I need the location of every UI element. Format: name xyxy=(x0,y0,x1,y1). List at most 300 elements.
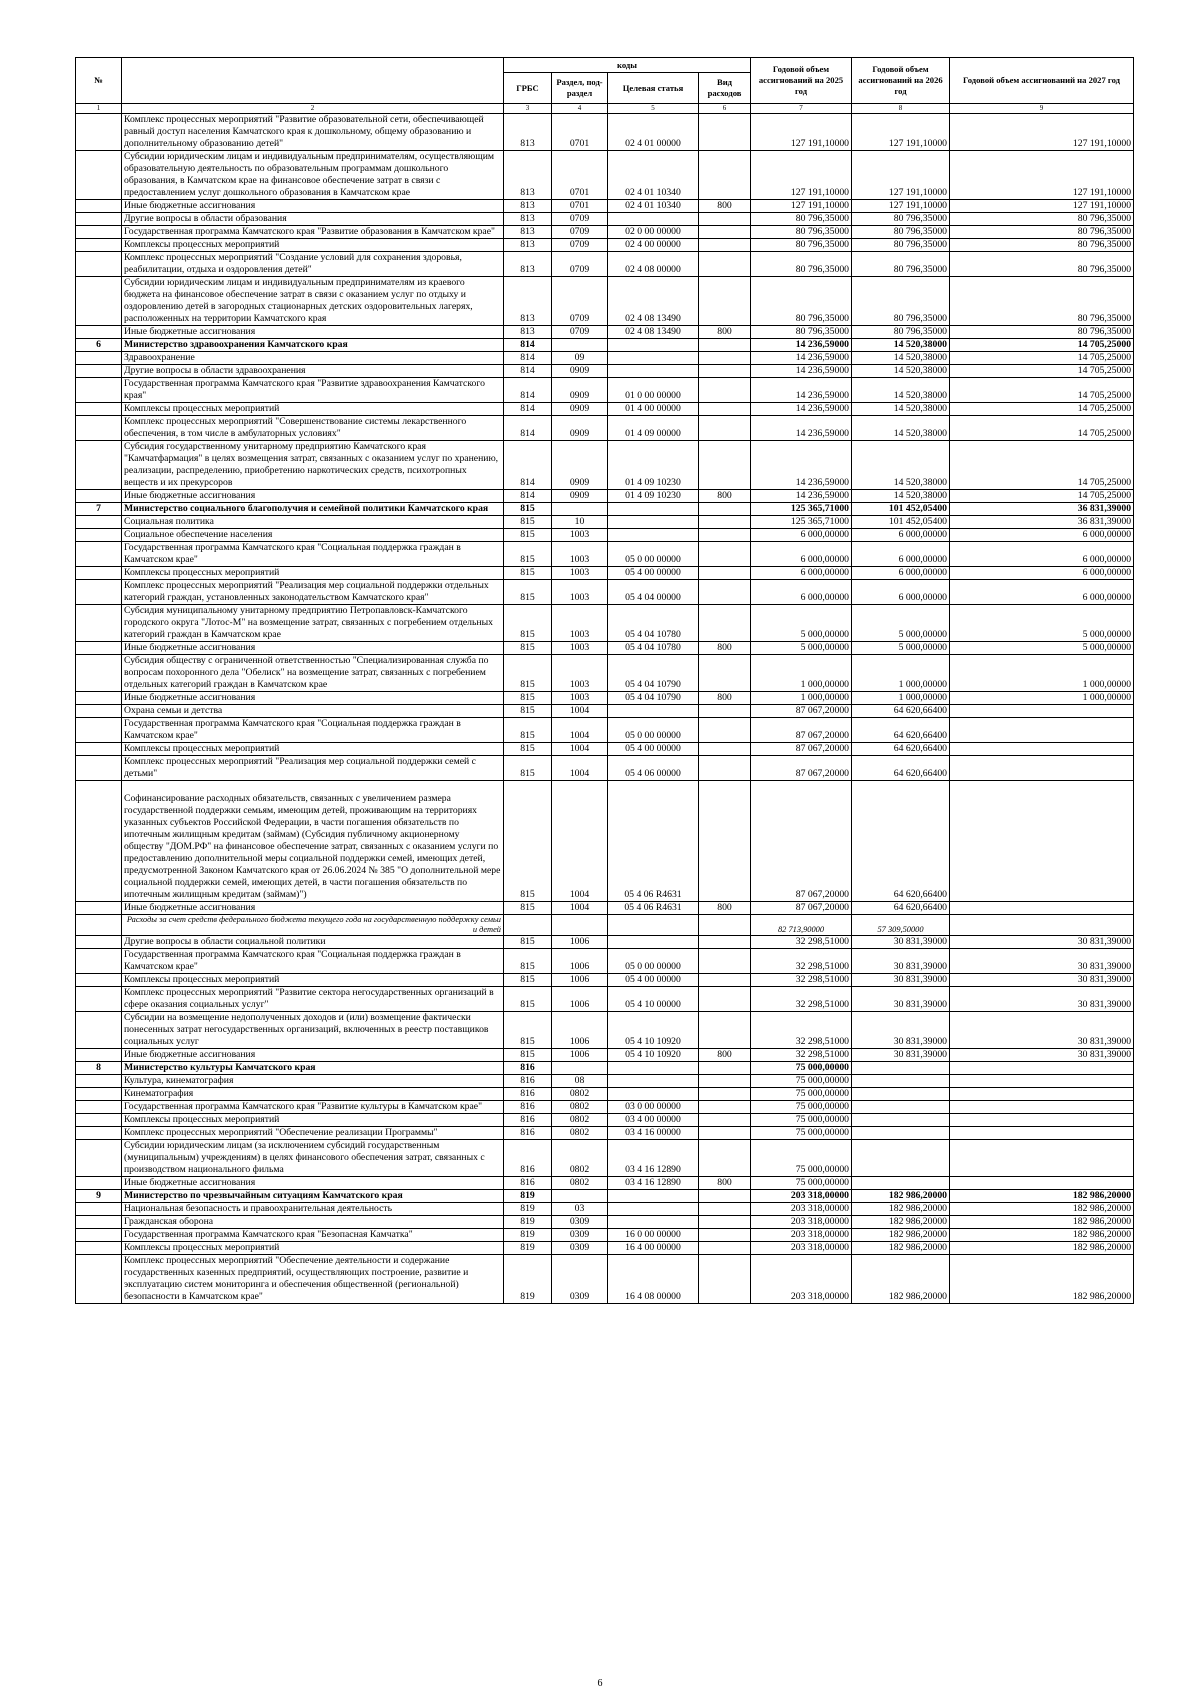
y2027-cell: 80 796,35000 xyxy=(950,239,1134,252)
grbs-cell: 813 xyxy=(504,114,552,151)
table-row xyxy=(76,1216,1134,1229)
y2027-cell: 182 986,20000 xyxy=(950,1216,1134,1229)
y2025-cell: 75 000,00000 xyxy=(751,1127,852,1140)
vid-cell xyxy=(699,252,751,277)
row-number-cell xyxy=(76,1203,122,1216)
grbs-cell: 813 xyxy=(504,151,552,200)
grbs-cell: 815 xyxy=(504,743,552,756)
table-body xyxy=(76,104,1134,1304)
y2025-cell: 32 298,51000 xyxy=(751,987,852,1012)
target-cell xyxy=(608,516,699,529)
table-row xyxy=(76,718,1134,743)
y2026-cell: 5 000,00000 xyxy=(852,605,950,642)
target-cell: 05 4 10 10920 xyxy=(608,1012,699,1049)
y2027-cell xyxy=(950,915,1134,936)
y2025-cell: 75 000,00000 xyxy=(751,1114,852,1127)
description-cell: Министерство социального благополучия и семейной политики Камчатского края xyxy=(122,503,504,516)
table-row xyxy=(76,949,1134,974)
table-row xyxy=(76,529,1134,542)
row-number-cell xyxy=(76,1255,122,1304)
y2025-cell: 14 236,59000 xyxy=(751,416,852,441)
section-cell: 0709 xyxy=(552,213,608,226)
row-number-cell xyxy=(76,781,122,902)
target-cell: 05 4 00 00000 xyxy=(608,974,699,987)
y2027-cell: 6 000,00000 xyxy=(950,529,1134,542)
y2027-cell: 5 000,00000 xyxy=(950,605,1134,642)
column-number: 5 xyxy=(608,104,699,114)
section-cell: 0909 xyxy=(552,490,608,503)
target-cell xyxy=(608,705,699,718)
grbs-cell: 815 xyxy=(504,756,552,781)
grbs-cell: 815 xyxy=(504,567,552,580)
table-row xyxy=(76,516,1134,529)
description-cell: Субсидии на возмещение недополученных доходов и (или) возмещение фактически понесенных затрат негосударственных организаций, включенных в реестр поставщиков социальных услуг xyxy=(122,1012,504,1049)
section-cell: 0802 xyxy=(552,1127,608,1140)
y2026-cell: 182 986,20000 xyxy=(852,1242,950,1255)
grbs-cell: 819 xyxy=(504,1216,552,1229)
header-num: № xyxy=(76,58,122,104)
target-cell: 05 4 04 00000 xyxy=(608,580,699,605)
y2026-cell: 14 520,38000 xyxy=(852,441,950,490)
section-cell xyxy=(552,1190,608,1203)
y2027-cell: 127 191,10000 xyxy=(950,200,1134,213)
y2026-cell: 14 520,38000 xyxy=(852,365,950,378)
target-cell: 01 0 00 00000 xyxy=(608,378,699,403)
row-number-cell xyxy=(76,1012,122,1049)
y2025-cell: 14 236,59000 xyxy=(751,378,852,403)
y2027-cell: 182 986,20000 xyxy=(950,1190,1134,1203)
vid-cell: 800 xyxy=(699,490,751,503)
description-cell: Охрана семьи и детства xyxy=(122,705,504,718)
vid-cell xyxy=(699,542,751,567)
y2026-cell: 182 986,20000 xyxy=(852,1190,950,1203)
description-cell: Министерство по чрезвычайным ситуациям Камчатского края xyxy=(122,1190,504,1203)
y2025-cell: 6 000,00000 xyxy=(751,567,852,580)
section-cell: 1003 xyxy=(552,642,608,655)
table-row xyxy=(76,503,1134,516)
section-cell: 1006 xyxy=(552,1049,608,1062)
row-number-cell xyxy=(76,416,122,441)
description-cell: Национальная безопасность и правоохранительная деятельность xyxy=(122,1203,504,1216)
budget-sheet xyxy=(75,57,1133,1304)
grbs-cell: 815 xyxy=(504,949,552,974)
table-row xyxy=(76,490,1134,503)
y2027-cell: 127 191,10000 xyxy=(950,151,1134,200)
table-row xyxy=(76,416,1134,441)
y2027-cell: 14 705,25000 xyxy=(950,441,1134,490)
column-number: 3 xyxy=(504,104,552,114)
grbs-cell: 814 xyxy=(504,416,552,441)
section-cell: 0909 xyxy=(552,365,608,378)
column-number: 9 xyxy=(950,104,1134,114)
y2025-cell: 1 000,00000 xyxy=(751,655,852,692)
vid-cell xyxy=(699,365,751,378)
y2027-cell: 30 831,39000 xyxy=(950,949,1134,974)
y2026-cell: 57 309,50000 xyxy=(852,915,950,936)
y2027-cell: 14 705,25000 xyxy=(950,378,1134,403)
section-cell xyxy=(552,1062,608,1075)
description-cell: Иные бюджетные ассигнования xyxy=(122,1177,504,1190)
description-cell: Комплекс процессных мероприятий "Реализация мер социальной поддержки отдельных категорий граждан, установленных законодательством Камчатского края" xyxy=(122,580,504,605)
vid-cell xyxy=(699,567,751,580)
table-row xyxy=(76,1012,1134,1049)
row-number-cell xyxy=(76,987,122,1012)
y2025-cell: 14 236,59000 xyxy=(751,339,852,352)
target-cell: 16 0 00 00000 xyxy=(608,1229,699,1242)
y2026-cell: 64 620,66400 xyxy=(852,743,950,756)
y2026-cell: 6 000,00000 xyxy=(852,567,950,580)
description-cell: Комплексы процессных мероприятий xyxy=(122,239,504,252)
row-number-cell xyxy=(76,915,122,936)
y2025-cell: 14 236,59000 xyxy=(751,490,852,503)
grbs-cell: 815 xyxy=(504,705,552,718)
y2025-cell: 75 000,00000 xyxy=(751,1075,852,1088)
grbs-cell: 813 xyxy=(504,213,552,226)
row-number-cell xyxy=(76,542,122,567)
row-number-cell xyxy=(76,1229,122,1242)
description-cell: Государственная программа Камчатского края "Социальная поддержка граждан в Камчатском крае" xyxy=(122,542,504,567)
y2025-cell: 5 000,00000 xyxy=(751,642,852,655)
grbs-cell: 815 xyxy=(504,1049,552,1062)
column-number: 4 xyxy=(552,104,608,114)
grbs-cell: 814 xyxy=(504,403,552,416)
vid-cell xyxy=(699,655,751,692)
target-cell xyxy=(608,1203,699,1216)
y2025-cell: 80 796,35000 xyxy=(751,226,852,239)
description-cell: Субсидии юридическим лицам и индивидуальным предпринимателям из краевого бюджета на финансовое обеспечение затрат в связи с оказанием услуг по отдыху и оздоровлению детей в загородных стационарных детских оздоровительных лагерях, расположенных на территории Камчатского края xyxy=(122,277,504,326)
y2026-cell: 64 620,66400 xyxy=(852,902,950,915)
row-number-cell xyxy=(76,655,122,692)
vid-cell xyxy=(699,1242,751,1255)
note-row xyxy=(76,915,1134,936)
y2025-cell: 75 000,00000 xyxy=(751,1140,852,1177)
vid-cell xyxy=(699,339,751,352)
y2027-cell: 30 831,39000 xyxy=(950,1049,1134,1062)
y2026-cell: 30 831,39000 xyxy=(852,987,950,1012)
vid-cell xyxy=(699,1203,751,1216)
vid-cell xyxy=(699,756,751,781)
row-number-cell: 7 xyxy=(76,503,122,516)
description-cell: Иные бюджетные ассигнования xyxy=(122,642,504,655)
vid-cell xyxy=(699,1075,751,1088)
description-cell: Кинематография xyxy=(122,1088,504,1101)
table-row xyxy=(76,1127,1134,1140)
y2026-cell: 127 191,10000 xyxy=(852,200,950,213)
table-row xyxy=(76,902,1134,915)
grbs-cell: 815 xyxy=(504,902,552,915)
target-cell xyxy=(608,1075,699,1088)
grbs-cell: 815 xyxy=(504,1012,552,1049)
description-cell: Государственная программа Камчатского края "Безопасная Камчатка" xyxy=(122,1229,504,1242)
target-cell xyxy=(608,352,699,365)
row-number-cell xyxy=(76,642,122,655)
section-cell: 09 xyxy=(552,352,608,365)
y2027-cell: 6 000,00000 xyxy=(950,542,1134,567)
table-row xyxy=(76,213,1134,226)
grbs-cell: 815 xyxy=(504,692,552,705)
header-row-1 xyxy=(76,58,1134,73)
y2025-cell: 127 191,10000 xyxy=(751,114,852,151)
description-cell: Иные бюджетные ассигнования xyxy=(122,1049,504,1062)
y2027-cell xyxy=(950,902,1134,915)
y2025-cell: 87 067,20000 xyxy=(751,718,852,743)
y2027-cell: 30 831,39000 xyxy=(950,987,1134,1012)
grbs-cell: 816 xyxy=(504,1088,552,1101)
table-row xyxy=(76,441,1134,490)
target-cell: 02 4 01 00000 xyxy=(608,114,699,151)
target-cell: 03 4 16 00000 xyxy=(608,1127,699,1140)
description-cell: Субсидия государственному унитарному предприятию Камчатского края "Камчатфармация" в целях возмещения затрат, связанных с оказанием услуг по хранению, реализации, распределению, приобретению наркотических средств, психотропных веществ и их прекурсоров xyxy=(122,441,504,490)
target-cell xyxy=(608,1088,699,1101)
vid-cell xyxy=(699,1255,751,1304)
table-row xyxy=(76,326,1134,339)
target-cell: 03 4 16 12890 xyxy=(608,1140,699,1177)
vid-cell xyxy=(699,529,751,542)
grbs-cell: 819 xyxy=(504,1255,552,1304)
description-cell: Иные бюджетные ассигнования xyxy=(122,902,504,915)
y2025-cell: 87 067,20000 xyxy=(751,705,852,718)
y2026-cell: 182 986,20000 xyxy=(852,1229,950,1242)
vid-cell xyxy=(699,213,751,226)
y2025-cell: 80 796,35000 xyxy=(751,277,852,326)
vid-cell xyxy=(699,743,751,756)
y2025-cell: 14 236,59000 xyxy=(751,441,852,490)
target-cell xyxy=(608,339,699,352)
y2027-cell: 36 831,39000 xyxy=(950,503,1134,516)
table-row xyxy=(76,1203,1134,1216)
vid-cell xyxy=(699,1088,751,1101)
table-row xyxy=(76,987,1134,1012)
table-row xyxy=(76,1255,1134,1304)
y2026-cell: 1 000,00000 xyxy=(852,655,950,692)
y2026-cell: 30 831,39000 xyxy=(852,936,950,949)
vid-cell: 800 xyxy=(699,642,751,655)
description-cell: Иные бюджетные ассигнования xyxy=(122,490,504,503)
y2026-cell: 5 000,00000 xyxy=(852,642,950,655)
row-number-cell xyxy=(76,365,122,378)
row-number-cell xyxy=(76,1075,122,1088)
y2026-cell: 14 520,38000 xyxy=(852,352,950,365)
y2025-cell: 82 713,90000 xyxy=(751,915,852,936)
section-cell: 1006 xyxy=(552,949,608,974)
row-number-cell xyxy=(76,692,122,705)
grbs-cell: 813 xyxy=(504,326,552,339)
vid-cell xyxy=(699,352,751,365)
description-cell: Государственная программа Камчатского края "Развитие здравоохранения Камчатского края" xyxy=(122,378,504,403)
section-cell: 1006 xyxy=(552,936,608,949)
header-section: Раздел, под-раздел xyxy=(552,73,608,104)
grbs-cell: 815 xyxy=(504,542,552,567)
description-cell: Субсидия муниципальному унитарному предприятию Петропавловск-Камчатского городского округа "Лотос-М" на возмещение затрат, связанных с погребением отдельных категорий граждан в Камчатском крае xyxy=(122,605,504,642)
y2026-cell xyxy=(852,1127,950,1140)
grbs-cell: 813 xyxy=(504,277,552,326)
section-cell: 0701 xyxy=(552,200,608,213)
section-cell: 0802 xyxy=(552,1114,608,1127)
target-cell: 05 4 06 R4631 xyxy=(608,902,699,915)
y2027-cell: 14 705,25000 xyxy=(950,339,1134,352)
vid-cell xyxy=(699,781,751,902)
grbs-cell: 819 xyxy=(504,1203,552,1216)
section-cell: 0909 xyxy=(552,403,608,416)
vid-cell xyxy=(699,114,751,151)
description-cell: Комплекс процессных мероприятий "Создание условий для сохранения здоровья, реабилитации, отдыха и оздоровления детей" xyxy=(122,252,504,277)
row-number-cell xyxy=(76,580,122,605)
row-number-cell xyxy=(76,277,122,326)
y2025-cell: 87 067,20000 xyxy=(751,902,852,915)
vid-cell xyxy=(699,949,751,974)
y2027-cell xyxy=(950,705,1134,718)
y2026-cell: 101 452,05400 xyxy=(852,503,950,516)
description-cell: Социальная политика xyxy=(122,516,504,529)
y2027-cell: 36 831,39000 xyxy=(950,516,1134,529)
grbs-cell: 813 xyxy=(504,226,552,239)
vid-cell xyxy=(699,441,751,490)
grbs-cell: 815 xyxy=(504,936,552,949)
y2025-cell: 1 000,00000 xyxy=(751,692,852,705)
grbs-cell: 815 xyxy=(504,580,552,605)
y2027-cell: 80 796,35000 xyxy=(950,326,1134,339)
grbs-cell: 815 xyxy=(504,781,552,902)
y2027-cell: 182 986,20000 xyxy=(950,1203,1134,1216)
vid-cell: 800 xyxy=(699,200,751,213)
section-cell: 1003 xyxy=(552,692,608,705)
description-cell: Комплекс процессных мероприятий "Реализация мер социальной поддержки семей с детьми" xyxy=(122,756,504,781)
grbs-cell: 815 xyxy=(504,605,552,642)
page-number: 6 xyxy=(597,1678,603,1689)
section-cell: 08 xyxy=(552,1075,608,1088)
table-row xyxy=(76,226,1134,239)
vid-cell: 800 xyxy=(699,326,751,339)
section-cell: 1004 xyxy=(552,781,608,902)
vid-cell xyxy=(699,987,751,1012)
target-cell: 05 4 00 00000 xyxy=(608,743,699,756)
y2025-cell: 127 191,10000 xyxy=(751,151,852,200)
y2026-cell: 80 796,35000 xyxy=(852,226,950,239)
y2025-cell: 32 298,51000 xyxy=(751,936,852,949)
row-number-cell xyxy=(76,936,122,949)
grbs-cell: 814 xyxy=(504,378,552,403)
section-cell: 03 xyxy=(552,1203,608,1216)
table-row xyxy=(76,781,1134,902)
row-number-cell xyxy=(76,239,122,252)
table-row xyxy=(76,642,1134,655)
description-cell: Комплекс процессных мероприятий "Развитие сектора негосударственных организаций в сфере оказания социальных услуг" xyxy=(122,987,504,1012)
grbs-cell: 816 xyxy=(504,1177,552,1190)
y2026-cell: 30 831,39000 xyxy=(852,1012,950,1049)
section-cell: 1004 xyxy=(552,756,608,781)
y2027-cell xyxy=(950,1062,1134,1075)
y2025-cell: 5 000,00000 xyxy=(751,605,852,642)
target-cell xyxy=(608,529,699,542)
y2027-cell xyxy=(950,1101,1134,1114)
description-cell: Комплекс процессных мероприятий "Совершенствование системы лекарственного обеспечения, в том числе в амбулаторных условиях" xyxy=(122,416,504,441)
section-cell: 1006 xyxy=(552,974,608,987)
description-cell: Культура, кинематография xyxy=(122,1075,504,1088)
y2027-cell: 1 000,00000 xyxy=(950,655,1134,692)
y2025-cell: 6 000,00000 xyxy=(751,542,852,567)
y2027-cell: 80 796,35000 xyxy=(950,213,1134,226)
header-desc xyxy=(122,58,504,104)
vid-cell xyxy=(699,503,751,516)
grbs-cell: 816 xyxy=(504,1127,552,1140)
row-number-cell xyxy=(76,516,122,529)
row-number-cell xyxy=(76,1216,122,1229)
table-row xyxy=(76,1190,1134,1203)
description-cell: Иные бюджетные ассигнования xyxy=(122,200,504,213)
section-cell: 0802 xyxy=(552,1101,608,1114)
y2025-cell: 75 000,00000 xyxy=(751,1101,852,1114)
y2026-cell: 30 831,39000 xyxy=(852,949,950,974)
column-number: 7 xyxy=(751,104,852,114)
y2027-cell: 182 986,20000 xyxy=(950,1229,1134,1242)
vid-cell xyxy=(699,1101,751,1114)
y2027-cell: 1 000,00000 xyxy=(950,692,1134,705)
target-cell: 05 4 10 00000 xyxy=(608,987,699,1012)
table-row xyxy=(76,1075,1134,1088)
y2026-cell xyxy=(852,1062,950,1075)
description-cell: Комплексы процессных мероприятий xyxy=(122,403,504,416)
y2026-cell: 1 000,00000 xyxy=(852,692,950,705)
target-cell: 01 4 00 00000 xyxy=(608,403,699,416)
vid-cell xyxy=(699,226,751,239)
grbs-cell: 815 xyxy=(504,529,552,542)
y2027-cell xyxy=(950,1088,1134,1101)
table-row xyxy=(76,403,1134,416)
vid-cell xyxy=(699,1190,751,1203)
target-cell: 05 4 04 10780 xyxy=(608,642,699,655)
target-cell: 02 4 01 10340 xyxy=(608,200,699,213)
y2026-cell: 6 000,00000 xyxy=(852,580,950,605)
row-number-cell xyxy=(76,605,122,642)
target-cell: 02 4 00 00000 xyxy=(608,239,699,252)
target-cell xyxy=(608,1190,699,1203)
section-cell: 0701 xyxy=(552,114,608,151)
section-cell: 1003 xyxy=(552,580,608,605)
y2027-cell xyxy=(950,743,1134,756)
section-cell: 0802 xyxy=(552,1140,608,1177)
row-number-cell xyxy=(76,1114,122,1127)
description-cell: Иные бюджетные ассигнования xyxy=(122,692,504,705)
description-cell: Комплекс процессных мероприятий "Обеспечение реализации Программы" xyxy=(122,1127,504,1140)
vid-cell xyxy=(699,718,751,743)
y2026-cell xyxy=(852,1075,950,1088)
description-cell: Комплексы процессных мероприятий xyxy=(122,567,504,580)
section-cell: 0309 xyxy=(552,1216,608,1229)
grbs-cell: 816 xyxy=(504,1114,552,1127)
table-row xyxy=(76,252,1134,277)
grbs-cell: 819 xyxy=(504,1190,552,1203)
y2026-cell: 14 520,38000 xyxy=(852,416,950,441)
y2027-cell: 30 831,39000 xyxy=(950,1012,1134,1049)
grbs-cell: 815 xyxy=(504,642,552,655)
y2026-cell: 6 000,00000 xyxy=(852,529,950,542)
section-cell: 0909 xyxy=(552,441,608,490)
section-cell: 0701 xyxy=(552,151,608,200)
table-row xyxy=(76,1049,1134,1062)
description-cell: Софинансирование расходных обязательств, связанных с увеличением размера государственной поддержки семьям, имеющим детей, проживающим на территориях указанных субъектов Российской Федерации, в части погашения обязательств по ипотечным жилищным кредитам (займам) (Субсидия публичному акционерному обществу "ДОМ.РФ" на финансовое обеспечение затрат, связанных с оказанием услуги по предоставлению дополнительной меры социальной поддержки семей, имеющих детей, предусмотренной Законом Камчатского края от 26.06.2024 № 385 "О дополнительной мере социальной поддержки семей, имеющих детей, в части погашения обязательств по ипотечным жилищным кредитам (займам)") xyxy=(122,781,504,902)
row-number-cell xyxy=(76,1127,122,1140)
vid-cell xyxy=(699,277,751,326)
section-cell: 1004 xyxy=(552,705,608,718)
header-y2026: Годовой объем ассигнований на 2026 год xyxy=(852,58,950,104)
y2025-cell: 203 318,00000 xyxy=(751,1242,852,1255)
column-number: 1 xyxy=(76,104,122,114)
grbs-cell: 813 xyxy=(504,200,552,213)
target-cell: 05 4 06 00000 xyxy=(608,756,699,781)
description-cell: Государственная программа Камчатского края "Развитие образования в Камчатском крае" xyxy=(122,226,504,239)
vid-cell xyxy=(699,580,751,605)
row-number-cell xyxy=(76,756,122,781)
